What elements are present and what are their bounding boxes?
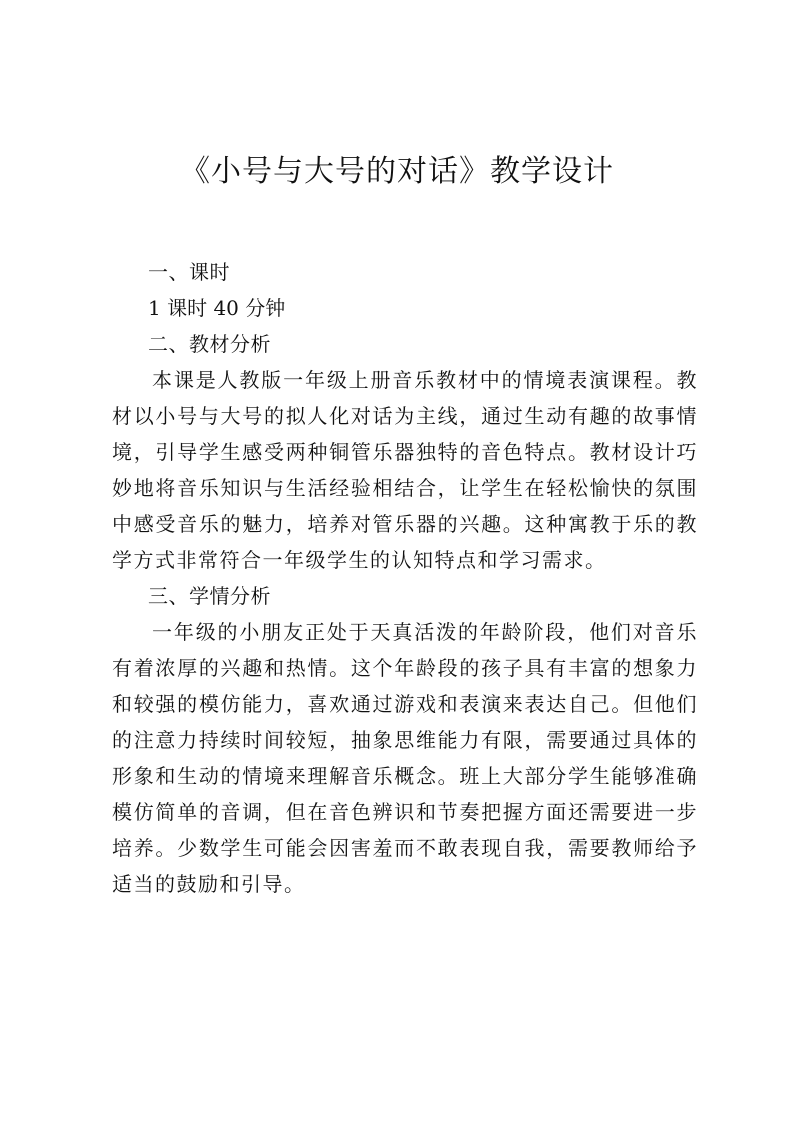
section-heading-class-hours: 一、课时	[148, 260, 230, 284]
student-analysis-paragraph: 一年级的小朋友正处于天真活泼的年龄阶段，他们对音乐有着浓厚的兴趣和热情。这个年龄段的孩子具有丰富的想象力和较强的模仿能力，喜欢通过游戏和表演来表达自己。但他们的注意力持续时间较短，抽象思维能力有限，需要通过具体的形象和生动的情境来理解音乐概念。班上大部分学生能够准确模仿简单的音调，但在音色辨识和节奏把握方面还需要进一步培养。少数学生可能会因害羞而不敢表现自我，需要教师给予适当的鼓励和引导。	[112, 620, 698, 896]
section-heading-textbook-analysis: 二、教材分析	[148, 332, 271, 356]
document-body	[112, 254, 698, 902]
textbook-analysis-paragraph: 本课是人教版一年级上册音乐教材中的情境表演课程。教材以小号与大号的拟人化对话为主线，通过生动有趣的故事情境，引导学生感受两种铜管乐器独特的音色特点。教材设计巧妙地将音乐知识与生活经验相结合，让学生在轻松愉快的氛围中感受音乐的魅力，培养对管乐器的兴趣。这种寓教于乐的教学方式非常符合一年级学生的认知特点和学习需求。	[112, 368, 698, 572]
class-hours-text: 1 课时 40 分钟	[148, 296, 286, 320]
document-title: 《小号与大号的对话》教学设计	[180, 154, 614, 189]
section-heading-student-analysis: 三、学情分析	[148, 584, 271, 608]
